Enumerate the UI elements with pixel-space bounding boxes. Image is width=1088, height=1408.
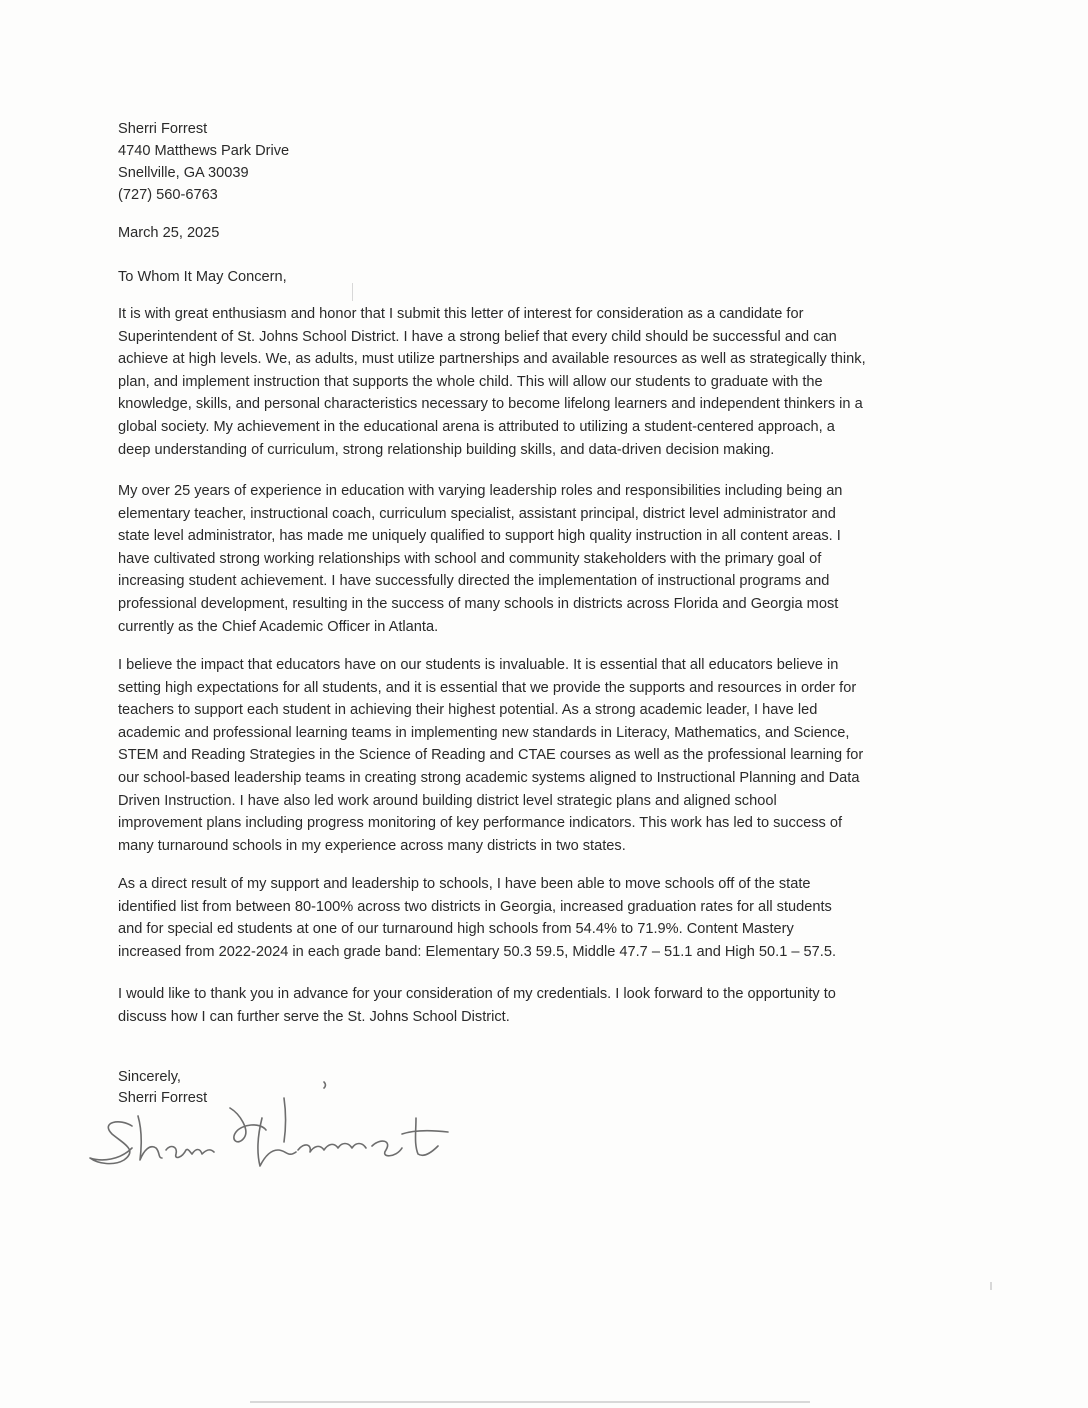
paragraph-line: Driven Instruction. I have also led work around building district level strategic plans and aligned school <box>118 792 777 809</box>
scan-mark <box>250 1401 810 1403</box>
paragraph-line: our school-based leadership teams in creating strong academic systems aligned to Instructional Planning and Data <box>118 769 860 786</box>
handwritten-signature <box>80 1078 470 1178</box>
paragraph-line: STEM and Reading Strategies in the Science of Reading and CTAE courses as well as the professional learning for <box>118 747 864 764</box>
paragraph-results <box>118 873 968 963</box>
valediction: Sincerely, <box>118 1069 181 1085</box>
paragraph-line: My over 25 years of experience in education with varying leadership roles and responsibilities including being an <box>118 483 843 499</box>
paragraph-beliefs <box>118 654 968 857</box>
paragraph-line: Superintendent of St. Johns School District. I have a strong belief that every child should be successful and can <box>118 328 837 345</box>
letter-date <box>118 222 968 245</box>
paragraph-line: elementary teacher, instructional coach, curriculum specialist, assistant principal, district level administrator and <box>118 505 836 522</box>
salutation-text: To Whom It May Concern, <box>118 269 287 285</box>
paragraph-line: I believe the impact that educators have on our students is invaluable. It is essential that all educators believe in <box>118 657 839 673</box>
paragraph-line: many turnaround schools in my experience across many districts in two states. <box>118 837 626 854</box>
paragraph-line: professional development, resulting in the success of many schools in districts across Florida and Georgia most <box>118 595 839 612</box>
paragraph-line: achieve at high levels. We, as adults, must utilize partnerships and available resources as well as strategically think, <box>118 351 866 368</box>
sender-city: Snellville, GA 30039 <box>118 165 249 181</box>
paragraph-line: teachers to support each student in achieving their highest potential. As a strong academic leader, I have led <box>118 702 818 719</box>
sender-name: Sherri Forrest <box>118 121 208 137</box>
paragraph-intro <box>118 303 968 461</box>
paragraph-line: As a direct result of my support and leadership to schools, I have been able to move schools off of the state <box>118 876 811 892</box>
sender-address <box>118 118 968 206</box>
paragraph-line: global society. My achievement in the educational arena is attributed to utilizing a student-centered approach, a <box>118 418 835 435</box>
paragraph-line: plan, and implement instruction that supports the whole child. This will allow our students to graduate with the <box>118 373 823 390</box>
paragraph-line: state level administrator, has made me uniquely qualified to support high quality instruction in all content areas. I <box>118 528 841 545</box>
paragraph-line: discuss how I can further serve the St. Johns School District. <box>118 1008 510 1025</box>
paragraph-line: setting high expectations for all students, and it is essential that we provide the supports and resources in order for <box>118 679 857 696</box>
paragraph-line: have cultivated strong working relationships with school and community stakeholders with the primary goal of <box>118 550 822 567</box>
paragraph-line: and for special ed students at one of our turnaround high schools from 54.4% to 71.9%. Content Mastery <box>118 921 794 938</box>
paragraph-line: deep understanding of curriculum, strong relationship building skills, and data-driven decision making. <box>118 441 775 458</box>
salutation <box>118 266 968 289</box>
paragraph-line: currently as the Chief Academic Officer in Atlanta. <box>118 618 439 635</box>
paragraph-line: I would like to thank you in advance for your consideration of my credentials. I look forward to the opportunity to <box>118 986 836 1002</box>
paragraph-line: increased from 2022-2024 in each grade band: Elementary 50.3 59.5, Middle 47.7 – 51.1 and High 50.1 – 57.5. <box>118 943 837 960</box>
scan-mark <box>352 283 353 301</box>
date-text: March 25, 2025 <box>118 225 220 241</box>
paragraph-line: It is with great enthusiasm and honor that I submit this letter of interest for consideration as a candidate for <box>118 306 804 322</box>
paragraph-experience <box>118 480 968 638</box>
paragraph-line: improvement plans including progress monitoring of key performance indicators. This work has led to success of <box>118 815 843 832</box>
paragraph-line: identified list from between 80-100% across two districts in Georgia, increased graduation rates for all students <box>118 898 832 915</box>
paragraph-thanks <box>118 983 968 1028</box>
sender-street: 4740 Matthews Park Drive <box>118 143 290 159</box>
paragraph-line: academic and professional learning teams in implementing new standards in Literacy, Mathematics, and Science, <box>118 724 850 741</box>
scan-mark <box>990 1282 992 1290</box>
closing-name: Sherri Forrest <box>118 1090 208 1106</box>
sender-phone: (727) 560-6763 <box>118 187 218 203</box>
paragraph-line: knowledge, skills, and personal characteristics necessary to become lifelong learners and independent thinkers in a <box>118 396 863 413</box>
paragraph-line: increasing student achievement. I have successfully directed the implementation of instructional programs and <box>118 573 830 590</box>
